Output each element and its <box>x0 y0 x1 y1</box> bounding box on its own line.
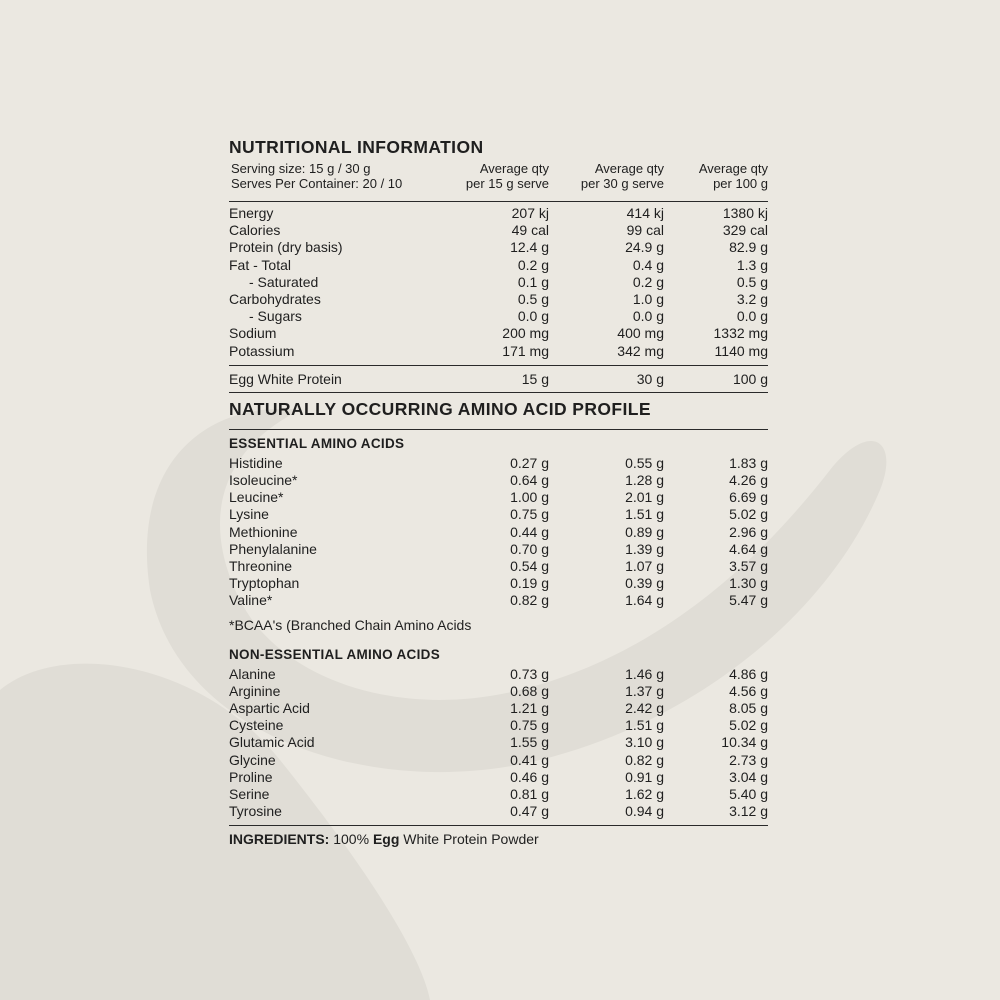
value-100g: 82.9 g <box>729 239 768 256</box>
row-label: Tryptophan <box>229 575 300 592</box>
essential-amino-rows <box>229 455 768 610</box>
col-header-100g: Average qty per 100 g <box>698 161 768 191</box>
table-row <box>229 291 768 308</box>
value-15g: 1.55 g <box>510 734 549 751</box>
bcaa-note: *BCAA's (Branched Chain Amino Acids <box>229 616 472 633</box>
value-100g: 1.3 g <box>736 256 768 273</box>
row-label: Aspartic Acid <box>229 699 310 716</box>
row-label: Cysteine <box>229 717 284 734</box>
value-100g: 4.64 g <box>729 540 768 557</box>
value-15g: 12.4 g <box>510 239 549 256</box>
table-row <box>229 541 768 558</box>
divider <box>229 201 768 202</box>
value-15g: 0.27 g <box>510 454 549 471</box>
value-30g: 2.42 g <box>625 699 664 716</box>
value-100g: 10.34 g <box>721 734 768 751</box>
value-100g: 1.30 g <box>729 575 768 592</box>
row-label: Phenylalanine <box>229 540 317 557</box>
value-30g: 0.4 g <box>632 256 664 273</box>
table-row <box>229 666 768 683</box>
serving-info <box>231 161 402 191</box>
row-label: Leucine* <box>229 489 284 506</box>
ingredients-percent: 100% <box>329 831 373 848</box>
value-15g: 0.70 g <box>510 540 549 557</box>
row-label: Lysine <box>229 506 269 523</box>
value-30g: 1.07 g <box>625 558 664 574</box>
value-30g: 1.37 g <box>625 682 664 699</box>
ingredients-egg: Egg <box>372 831 400 848</box>
value-100g: 4.26 g <box>729 472 768 489</box>
row-label: Threonine <box>229 558 293 574</box>
value-15g: 0.44 g <box>510 523 549 540</box>
table-row <box>229 734 768 751</box>
row-label: Valine* <box>229 592 273 609</box>
value-100g: 0.5 g <box>736 273 768 290</box>
row-label: Serine <box>229 785 270 802</box>
value-15g: 0.54 g <box>510 558 549 574</box>
value-100g: 1140 mg <box>714 342 768 359</box>
value-15g: 0.0 g <box>517 308 549 325</box>
table-row <box>229 506 768 523</box>
nutrition-panel <box>229 134 768 848</box>
row-label: Tyrosine <box>229 803 282 820</box>
value-15g: 171 mg <box>502 342 549 359</box>
value-15g: 0.5 g <box>517 290 549 307</box>
value-15g: 0.46 g <box>510 768 549 785</box>
table-row <box>229 592 768 609</box>
nonessential-amino-title: NON-ESSENTIAL AMINO ACIDS <box>229 646 441 662</box>
table-row <box>229 489 768 506</box>
table-row <box>229 472 768 489</box>
table-row <box>229 257 768 274</box>
value-15g: 1.00 g <box>510 489 549 506</box>
value-30g: 1.64 g <box>625 592 664 609</box>
value-30g: 0.2 g <box>632 273 664 290</box>
value-100g: 2.73 g <box>729 751 768 768</box>
divider <box>229 825 768 826</box>
row-label: Alanine <box>229 665 276 682</box>
value-100g: 0.0 g <box>736 308 768 325</box>
table-row <box>229 575 768 592</box>
value-30g: 400 mg <box>617 325 664 342</box>
row-label: Arginine <box>229 682 281 699</box>
row-label: Isoleucine* <box>229 472 298 489</box>
row-label: - Saturated <box>249 273 319 290</box>
table-row <box>229 524 768 541</box>
table-row <box>229 717 768 734</box>
value-30g: 1.46 g <box>625 665 664 682</box>
value-15g: 0.68 g <box>510 682 549 699</box>
value-30g: 0.91 g <box>625 768 664 785</box>
value-100g: 5.02 g <box>729 506 768 523</box>
value-30g: 0.55 g <box>625 454 664 471</box>
row-label: Methionine <box>229 523 298 540</box>
row-label: Sodium <box>229 325 277 342</box>
value-30g: 1.51 g <box>625 506 664 523</box>
value-15g: 0.82 g <box>510 592 549 609</box>
row-label: Calories <box>229 222 281 239</box>
divider <box>229 365 768 366</box>
divider <box>229 392 768 393</box>
column-headers <box>229 160 768 192</box>
value-30g: 414 kj <box>626 205 664 221</box>
value-30g: 2.01 g <box>625 489 664 506</box>
value-30g: 1.28 g <box>625 472 664 489</box>
table-row <box>229 683 768 700</box>
ingredients <box>229 830 768 848</box>
value-30g: 1.39 g <box>625 540 664 557</box>
value-100g: 5.02 g <box>729 717 768 734</box>
value-30g: 0.94 g <box>625 803 664 820</box>
table-row <box>229 343 768 360</box>
value-15g: 1.21 g <box>510 699 549 716</box>
table-row <box>229 205 768 222</box>
table-row <box>229 308 768 325</box>
value-15g: 0.41 g <box>510 751 549 768</box>
value-30g: 1.51 g <box>625 717 664 734</box>
serving-size: Serving size: 15 g / 30 g <box>231 161 371 176</box>
value-100g: 3.2 g <box>736 290 768 307</box>
value-100g: 6.69 g <box>729 489 768 506</box>
serves-per-container: Serves Per Container: 20 / 10 <box>231 176 403 191</box>
value-30g: 3.10 g <box>625 734 664 751</box>
value-30g: 342 mg <box>617 342 664 359</box>
value-30g: 0.89 g <box>625 523 664 540</box>
table-row <box>229 752 768 769</box>
table-row <box>229 700 768 717</box>
value-100g: 8.05 g <box>729 699 768 716</box>
value-30g: 0.0 g <box>632 308 664 325</box>
value-15g: 0.75 g <box>510 717 549 734</box>
row-label: Histidine <box>229 454 283 471</box>
ingredients-label: INGREDIENTS: <box>229 831 330 848</box>
value-100g: 1332 mg <box>713 325 768 342</box>
table-row <box>229 455 768 472</box>
value-15g: 0.75 g <box>510 506 549 523</box>
value-100g: 329 cal <box>722 222 768 239</box>
value-100g: 5.40 g <box>729 785 768 802</box>
value-30g: 0.82 g <box>625 751 664 768</box>
row-label: Potassium <box>229 342 295 359</box>
value-100g: 3.12 g <box>729 803 768 820</box>
value-15g: 0.1 g <box>517 273 549 290</box>
row-label: Energy <box>229 205 274 221</box>
value-100g: 1380 kj <box>722 205 768 221</box>
col-header-30g: Average qty per 30 g serve <box>580 161 664 191</box>
row-label: Fat - Total <box>229 256 291 273</box>
value-100g: 4.86 g <box>729 665 768 682</box>
row-label: Glycine <box>229 751 276 768</box>
value-15g: 0.19 g <box>510 575 549 592</box>
table-row <box>229 274 768 291</box>
row-label: Protein (dry basis) <box>229 239 343 256</box>
row-label: Proline <box>229 768 273 785</box>
value-100g: 4.56 g <box>729 682 768 699</box>
value-15g: 0.2 g <box>517 256 549 273</box>
table-row <box>229 239 768 256</box>
value-15g: 49 cal <box>511 222 549 239</box>
nonessential-amino-rows <box>229 666 768 821</box>
value-15g: 0.81 g <box>510 785 549 802</box>
nutrition-title: NUTRITIONAL INFORMATION <box>229 137 484 157</box>
value-100g: 3.04 g <box>729 768 768 785</box>
value-30g: 24.9 g <box>625 239 664 256</box>
value-30g: 1.0 g <box>632 290 664 307</box>
table-row <box>229 786 768 803</box>
essential-amino-title: ESSENTIAL AMINO ACIDS <box>229 435 405 451</box>
nutrition-rows <box>229 205 768 360</box>
table-row <box>229 325 768 342</box>
value-15g: 200 mg <box>502 325 549 342</box>
col-header-15g: Average qty per 15 g serve <box>465 161 549 191</box>
table-row <box>229 222 768 239</box>
table-row <box>229 558 768 575</box>
table-row <box>229 803 768 820</box>
value-15g: 0.47 g <box>510 803 549 820</box>
row-label: - Sugars <box>249 308 302 325</box>
row-label: Carbohydrates <box>229 290 321 307</box>
value-15g: 0.64 g <box>510 472 549 489</box>
amino-title: NATURALLY OCCURRING AMINO ACID PROFILE <box>229 398 651 419</box>
table-row <box>229 769 768 786</box>
value-15g: 207 kj <box>511 205 549 221</box>
value-100g: 3.57 g <box>729 558 768 574</box>
value-100g: 2.96 g <box>729 523 768 540</box>
divider <box>229 429 768 430</box>
value-30g: 99 cal <box>626 222 664 239</box>
value-100g: 1.83 g <box>729 454 768 471</box>
value-30g: 1.62 g <box>625 785 664 802</box>
row-label: Glutamic Acid <box>229 734 315 751</box>
value-15g: 0.73 g <box>510 665 549 682</box>
value-30g: 0.39 g <box>625 575 664 592</box>
ingredients-rest: White Protein Powder <box>399 831 539 848</box>
value-100g: 5.47 g <box>729 592 768 609</box>
egg-white-row: Egg White Protein 15 g 30 g 100 g <box>229 370 768 387</box>
